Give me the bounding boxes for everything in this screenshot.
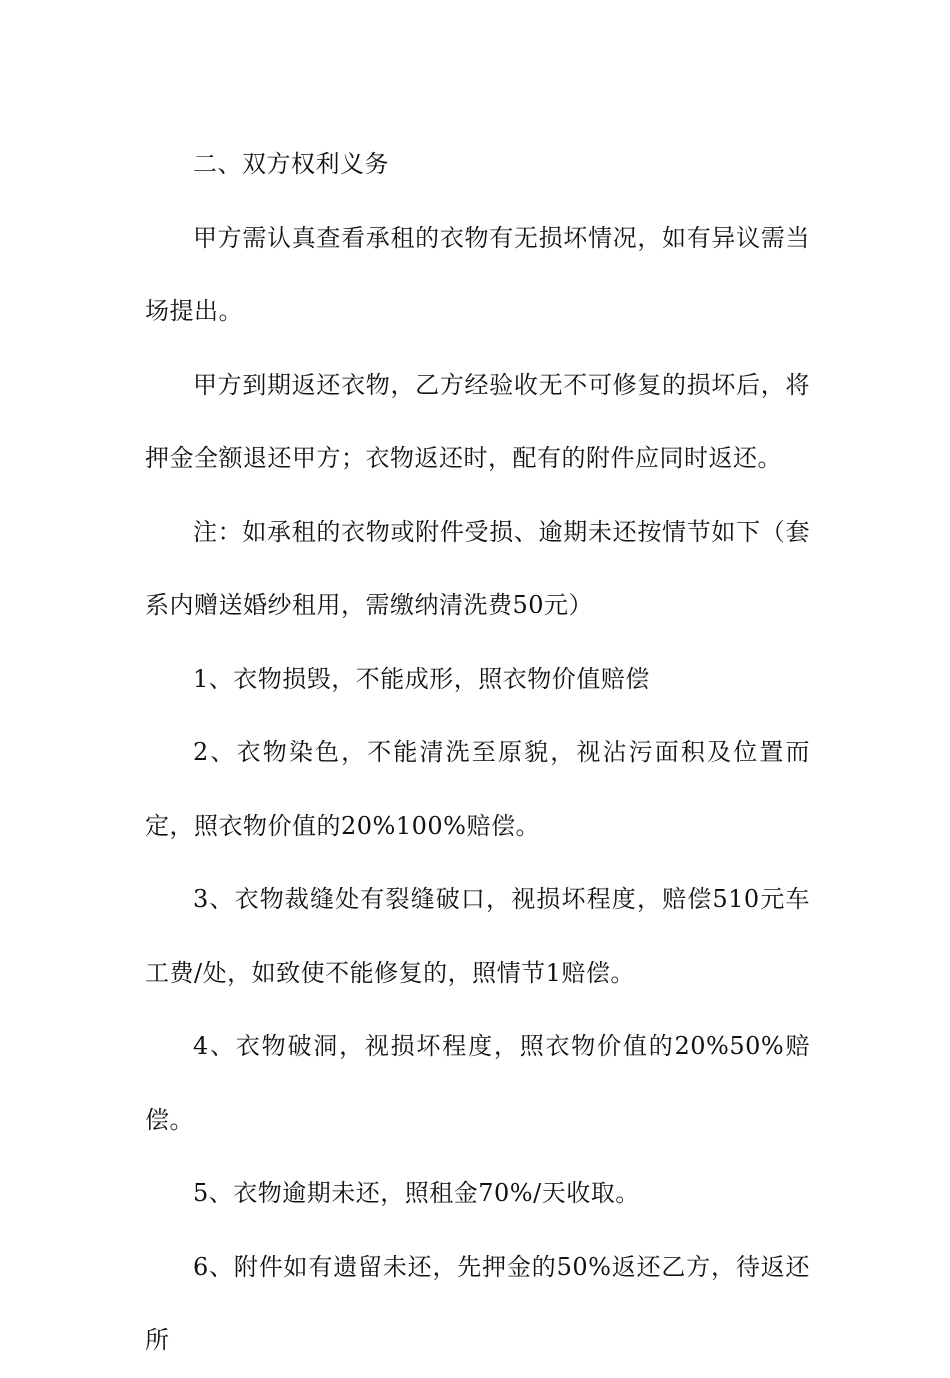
- paragraph-return-deposit: 甲方到期返还衣物，乙方经验收无不可修复的损坏后，将押金全额退还甲方；衣物返还时，配有的附件应同时返还。: [145, 370, 810, 472]
- document-body: [145, 128, 810, 1378]
- clause-1: 1、衣物损毁，不能成形，照衣物价值赔偿: [193, 664, 650, 693]
- paragraph-note: 注：如承租的衣物或附件受损、逾期未还按情节如下（套系内赠送婚纱租用，需缴纳清洗费50元）: [145, 517, 810, 619]
- clause-4: 4、衣物破洞，视损坏程度，照衣物价值的20%50%赔偿。: [145, 1032, 810, 1134]
- paragraph-inspect-clothing: 甲方需认真查看承租的衣物有无损坏情况，如有异议需当场提出。: [145, 223, 810, 325]
- clause-5: 5、衣物逾期未还，照租金70%/天收取。: [193, 1179, 640, 1207]
- section-heading: 二、双方权利义务: [193, 150, 389, 178]
- clause-2: 2、衣物染色，不能清洗至原貌，视沾污面积及位置而定，照衣物价值的20%100%赔偿。: [145, 738, 810, 840]
- clause-3: 3、衣物裁缝处有裂缝破口，视损坏程度，赔偿510元车工费/处，如致使不能修复的，照情节1赔偿。: [145, 885, 810, 987]
- clause-6: 6、附件如有遗留未还，先押金的50%返还乙方，待返还所: [145, 1252, 810, 1354]
